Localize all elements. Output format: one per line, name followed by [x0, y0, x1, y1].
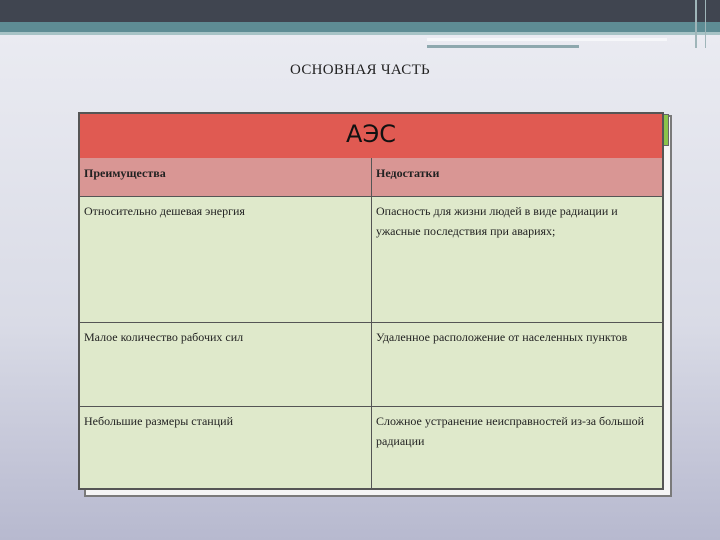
- top-decor-stripe: [0, 22, 720, 32]
- table-row: [80, 406, 662, 490]
- table-cell: Малое количество рабочих сил: [80, 322, 372, 406]
- column-header-advantages: Преимущества: [80, 158, 372, 196]
- table-cell: Относительно дешевая энергия: [80, 196, 372, 322]
- decor-vertical-line: [705, 0, 706, 48]
- table-cell: Небольшие размеры станций: [80, 406, 372, 490]
- top-decor-stripe-light: [0, 32, 720, 35]
- decor-line: [427, 45, 579, 48]
- table-cell: Удаленное расположение от населенных пунктов: [376, 330, 628, 344]
- table-title: АЭС: [346, 120, 396, 148]
- decor-line: [427, 38, 667, 41]
- decor-vertical-line: [695, 0, 697, 48]
- table-title-bar: [80, 114, 662, 159]
- table-cell: Сложное устранение неисправностей из-за большой радиации: [376, 414, 645, 448]
- table-row: [80, 196, 662, 323]
- table-header-row: [80, 158, 662, 197]
- column-header-disadvantages: Недостатки: [376, 166, 440, 180]
- slide-title: ОСНОВНАЯ ЧАСТЬ: [290, 62, 430, 78]
- table-cell: Опасность для жизни людей в виде радиации и ужасные последствия при авариях;: [376, 204, 618, 238]
- comparison-table: [78, 112, 664, 490]
- top-decor-band: [0, 0, 720, 22]
- table-row: [80, 322, 662, 407]
